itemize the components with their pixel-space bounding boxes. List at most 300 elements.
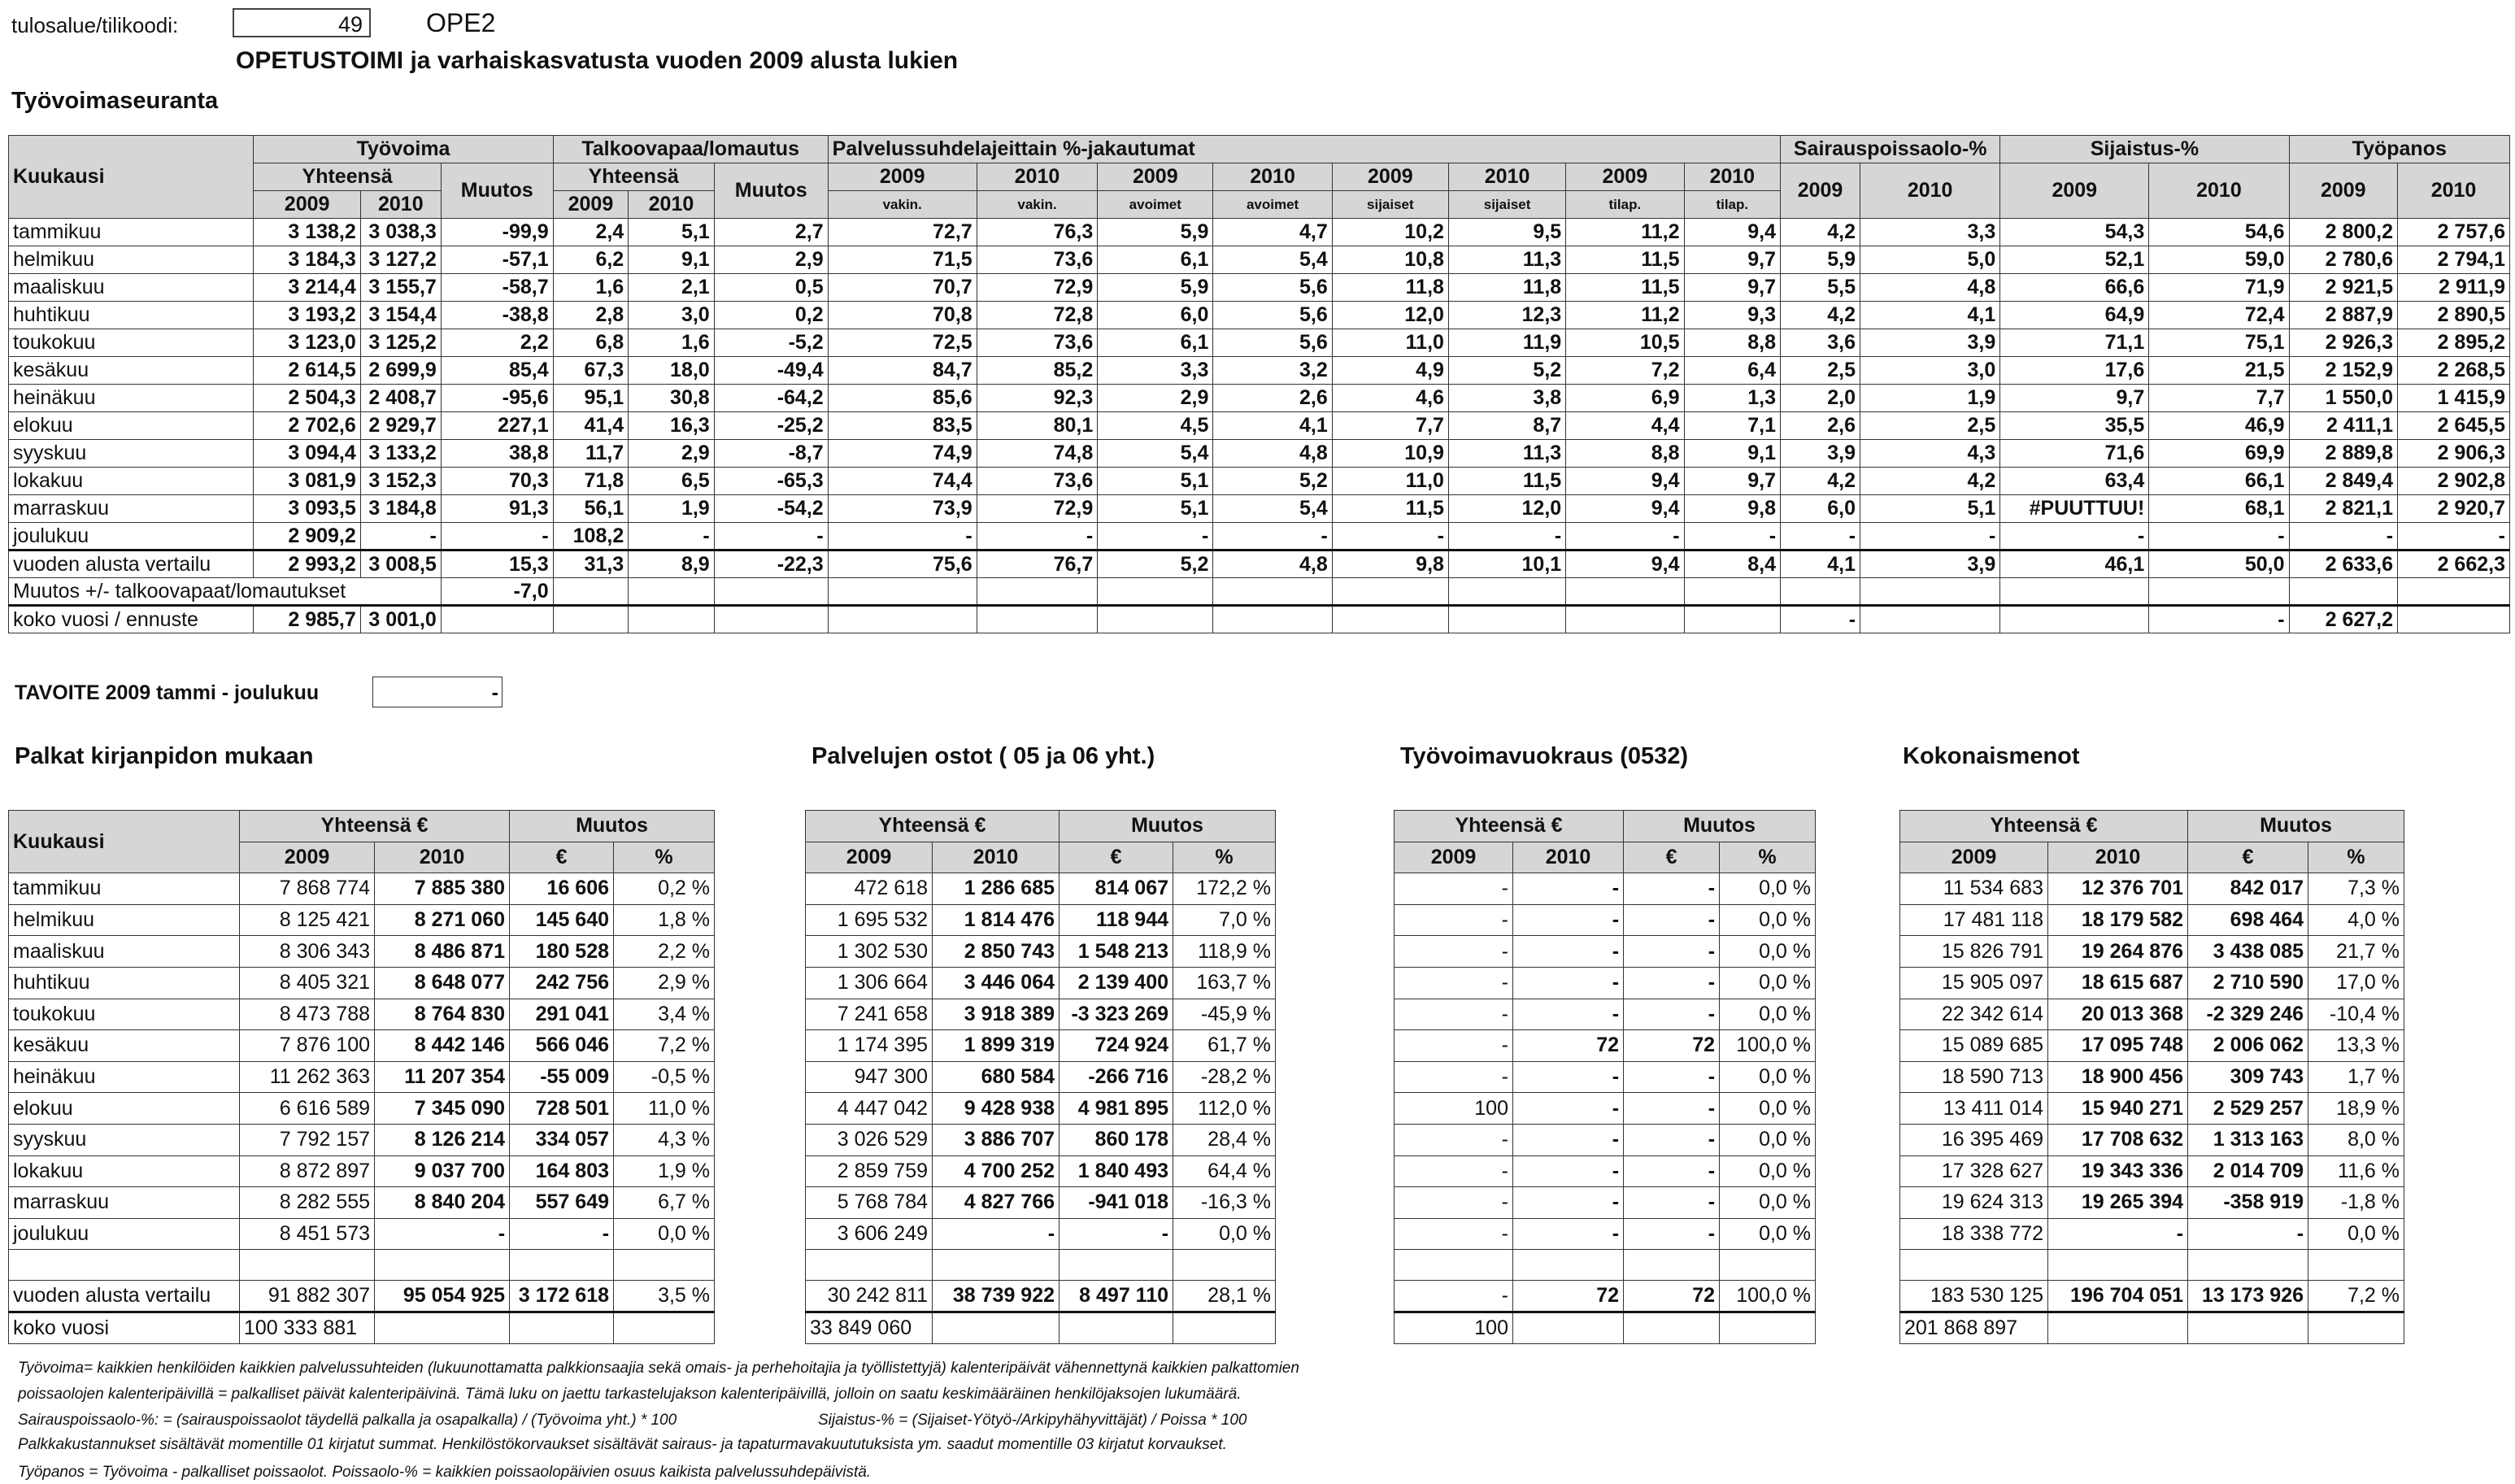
row-label: elokuu [9,1093,240,1125]
table-cell: 6,1 [1098,246,1213,274]
col-tyovoima-yhteensa: Yhteensä [254,163,441,191]
table-cell: 9,7 [1684,274,1781,302]
table-cell: 0,0 % [1720,1187,1816,1219]
table-cell: -64,2 [714,385,828,412]
table-cell: -941 018 [1060,1187,1173,1219]
table-cell: 9,8 [1684,495,1781,523]
table-cell: 0,0 % [1720,967,1816,999]
table-cell: 8 271 060 [375,904,510,936]
table-cell: - [1395,1061,1513,1093]
spacer-cell [1624,1250,1720,1281]
table-cell: 7 868 774 [240,873,375,905]
table-cell: -55 009 [510,1061,614,1093]
table-cell: 19 624 313 [1900,1187,2048,1219]
table-cell: 1,7 % [2308,1061,2404,1093]
table-cell: 15 826 791 [1900,936,2048,968]
table-cell: 8,8 [1684,329,1781,357]
table-row [1900,936,2404,968]
table-cell: 2 014 709 [2188,1155,2308,1187]
ostot-table [805,810,1276,1344]
table-cell: 0,0 % [1720,1155,1816,1187]
table-cell: 4,4 [1566,412,1684,440]
table-cell: 163,7 % [1173,967,1276,999]
table-row [806,1124,1276,1155]
kokonais-table [1899,810,2404,1344]
row-label: heinäkuu [9,385,254,412]
table-cell: 2 909,2 [254,523,360,551]
table-cell: 72,5 [828,329,977,357]
table-cell: 9,5 [1448,219,1565,246]
spacer-cell [1060,1250,1173,1281]
tavoite-value[interactable]: - [372,677,503,707]
row-label: lokakuu [9,1155,240,1187]
table-cell: 68,1 [2149,495,2289,523]
table-cell: 19 343 336 [2048,1155,2188,1187]
table-cell: 4 827 766 [933,1187,1060,1219]
table-cell: 59,0 [2149,246,2289,274]
koko-vuosi-sijaistus: - [2149,606,2289,633]
table-cell: 4 981 895 [1060,1093,1173,1125]
table-cell: 4,7 [1213,219,1332,246]
table-cell: 3 093,5 [254,495,360,523]
col-yhteensa: Yhteensä € [240,811,510,842]
table-cell: 72 [1624,1281,1720,1312]
col-sairaus-2010: 2010 [1860,163,2000,219]
table-cell: 3 193,2 [254,302,360,329]
table-cell: 2,4 [553,219,629,246]
table-cell: 71,1 [2000,329,2149,357]
koko-vuosi-sairaus: - [1781,606,1860,633]
col-tilap-2009: 2009 [1566,163,1684,191]
tavoite-label: TAVOITE 2009 tammi - joulukuu [15,681,320,704]
koko-vuosi-2009: 2 985,7 [254,606,360,633]
col-tyovoima: Työvoima [254,136,553,163]
table-cell: 100,0 % [1720,1030,1816,1062]
table-cell: 4,8 [1860,274,2000,302]
table-cell: 7 885 380 [375,873,510,905]
table-cell: 3 026 529 [806,1124,933,1155]
table-cell: 72 [1513,1281,1624,1312]
table-row [1900,999,2404,1030]
table-cell: - [1213,523,1332,551]
col-kuukausi: Kuukausi [9,136,254,219]
table-cell: 19 265 394 [2048,1187,2188,1219]
empty-cell [2308,1312,2404,1343]
table-cell: 3 606 249 [806,1218,933,1250]
table-cell: 3,6 [1781,329,1860,357]
table-cell: 0,0 % [1720,873,1816,905]
table-cell: - [1395,1155,1513,1187]
table-cell: 7,0 % [1173,904,1276,936]
col-palvelus: Palvelussuhdelajeittain %-jakautumat [828,136,1780,163]
table-cell: 2 152,9 [2289,357,2397,385]
table-row [9,357,2510,385]
table-cell: - [1513,1061,1624,1093]
row-label: joulukuu [9,523,254,551]
table-cell: 2 139 400 [1060,967,1173,999]
table-cell: - [1624,1061,1720,1093]
table-row [9,246,2510,274]
table-cell: 56,1 [553,495,629,523]
table-cell: 5,9 [1098,219,1213,246]
table-row [806,999,1276,1030]
table-cell: 2,6 [1213,385,1332,412]
table-cell: 9,4 [1684,219,1781,246]
table-cell: 0,0 % [1720,1093,1816,1125]
table-row [1395,1124,1816,1155]
col-2009: 2009 [1900,842,2048,873]
tyovoima-rows [9,219,2510,578]
row-label: huhtikuu [9,302,254,329]
table-cell: 1 899 319 [933,1030,1060,1062]
table-cell: 3 081,9 [254,468,360,495]
table-cell: - [375,1218,510,1250]
table-cell: - [2188,1218,2308,1250]
table-cell: 18 615 687 [2048,967,2188,999]
table-cell: 11,3 [1448,246,1565,274]
col-eur: € [1624,842,1720,873]
table-cell: 11,0 [1332,329,1448,357]
table-cell: 8 442 146 [375,1030,510,1062]
table-cell: - [714,523,828,551]
muutos-talkoo-label: Muutos +/- talkoovapaat/lomautukset [9,578,442,606]
table-cell: 21,5 [2149,357,2289,385]
code-field[interactable]: 49 [233,8,371,37]
sub-avoimet-2010: avoimet [1213,191,1332,219]
table-cell: 17,0 % [2308,967,2404,999]
table-cell: - [1860,523,2000,551]
table-cell: 5 768 784 [806,1187,933,1219]
tyovoima-table [8,135,2510,633]
table-cell: 7,2 [1566,357,1684,385]
footnote-3: Sairauspoissaolo-%: = (sairauspoissaolot täydellä palkalla ja osapalkalla) / (Työvoima yht.) * 100 [18,1412,677,1429]
table-cell: - [1513,936,1624,968]
table-row [9,329,2510,357]
table-cell: -25,2 [714,412,828,440]
table-cell: 3 138,2 [254,219,360,246]
empty-cell [1173,1312,1276,1343]
table-cell: 1,6 [553,274,629,302]
col-tyovoima-2009: 2009 [254,191,360,219]
table-cell: 1 174 395 [806,1030,933,1062]
table-cell: -54,2 [714,495,828,523]
col-sijaiset-2010: 2010 [1448,163,1565,191]
table-cell: 5,5 [1781,274,1860,302]
col-sijaiset-2009: 2009 [1332,163,1448,191]
empty-cell [2188,1312,2308,1343]
table-cell: 6,2 [553,246,629,274]
table-cell: 12,0 [1332,302,1448,329]
table-cell: 4 447 042 [806,1093,933,1125]
table-cell: 724 924 [1060,1030,1173,1062]
table-cell: 680 584 [933,1061,1060,1093]
table-cell: 2,7 [714,219,828,246]
sub-tilap-2010: tilap. [1684,191,1781,219]
koko-vuosi-label: koko vuosi / ennuste [9,606,254,633]
koko-vuosi-row [1395,1312,1816,1343]
table-row [1900,1124,2404,1155]
table-cell: 13,3 % [2308,1030,2404,1062]
table-cell: 2 889,8 [2289,440,2397,468]
table-cell: 74,4 [828,468,977,495]
table-cell: 7,2 % [614,1030,715,1062]
table-cell: 17 095 748 [2048,1030,2188,1062]
table-cell: 2 699,9 [360,357,441,385]
table-cell: 814 067 [1060,873,1173,905]
spacer-cell [9,1250,240,1281]
table-cell: 6,1 [1098,329,1213,357]
table-cell: 1 840 493 [1060,1155,1173,1187]
table-cell: 3,3 [1860,219,2000,246]
table-cell: 8 126 214 [375,1124,510,1155]
table-cell: - [1624,1155,1720,1187]
table-cell: 728 501 [510,1093,614,1125]
table-cell: 9,7 [1684,468,1781,495]
table-row [1900,1030,2404,1062]
table-cell: - [1395,1218,1513,1250]
table-cell: 334 057 [510,1124,614,1155]
section-title-tyovoimaseuranta: Työvoimaseuranta [11,88,219,114]
table-cell: 71,9 [2149,274,2289,302]
table-cell: 1 306 664 [806,967,933,999]
table-cell: 7,2 % [2308,1281,2404,1312]
table-cell: 22 342 614 [1900,999,2048,1030]
table-cell: 18 900 456 [2048,1061,2188,1093]
table-cell: 0,0 % [2308,1218,2404,1250]
row-label: syyskuu [9,440,254,468]
empty-cell [614,1312,715,1343]
table-cell: - [2289,523,2397,551]
table-cell: 9 037 700 [375,1155,510,1187]
table-row [9,873,715,905]
table-cell: 61,7 % [1173,1030,1276,1062]
table-cell: 0,0 % [1720,1124,1816,1155]
table-cell: 6,8 [553,329,629,357]
col-eur: € [2188,842,2308,873]
empty-cell [1624,1312,1720,1343]
table-cell: -16,3 % [1173,1187,1276,1219]
koko-vuosi-value: 100 [1395,1312,1513,1343]
table-cell: 2 529 257 [2188,1093,2308,1125]
table-cell: 54,3 [2000,219,2149,246]
spacer-cell [2308,1250,2404,1281]
table-cell: 8 486 871 [375,936,510,968]
table-row [1395,873,1816,905]
table-cell: 5,1 [1860,495,2000,523]
table-cell: 2,8 [553,302,629,329]
col-muutos: Muutos [1060,811,1276,842]
table-cell: 71,6 [2000,440,2149,468]
col-2010: 2010 [933,842,1060,873]
table-cell: 8 125 421 [240,904,375,936]
table-cell: 8 764 830 [375,999,510,1030]
table-cell: 472 618 [806,873,933,905]
col-kuukausi: Kuukausi [9,811,240,873]
table-cell: 227,1 [441,412,553,440]
table-cell: 5,6 [1213,302,1332,329]
table-cell: 2 821,1 [2289,495,2397,523]
table-cell: 9,4 [1566,495,1684,523]
table-cell: - [1513,1218,1624,1250]
table-cell: 1 548 213 [1060,936,1173,968]
col-tyovoima-2010: 2010 [360,191,441,219]
table-cell: 1,9 [629,495,715,523]
table-cell: 1 313 163 [2188,1124,2308,1155]
col-talkoo-muutos: Muutos [714,163,828,219]
koko-vuosi-tyopanos: 2 627,2 [2289,606,2397,633]
table-cell: 3 886 707 [933,1124,1060,1155]
table-cell: 7,7 [1332,412,1448,440]
code-name: OPE2 [426,8,496,37]
table-row [1395,1155,1816,1187]
table-cell: 2,2 % [614,936,715,968]
table-cell: 17 481 118 [1900,904,2048,936]
col-yhteensa: Yhteensä € [1395,811,1624,842]
row-label: maaliskuu [9,936,240,968]
table-cell: 72,9 [977,274,1098,302]
table-cell: -5,2 [714,329,828,357]
spacer-cell [1900,1250,2048,1281]
table-cell: 11,5 [1566,246,1684,274]
table-cell: -3 323 269 [1060,999,1173,1030]
table-cell: 3,0 [629,302,715,329]
table-row [9,440,2510,468]
table-cell: 4,3 % [614,1124,715,1155]
table-cell: 6,0 [1781,495,1860,523]
table-cell: - [510,1218,614,1250]
table-cell: 2,6 [1781,412,1860,440]
table-cell: 3 008,5 [360,551,441,578]
table-cell: 11,5 [1332,495,1448,523]
table-cell: 3,9 [1860,551,2000,578]
col-pct: % [1720,842,1816,873]
col-2009: 2009 [806,842,933,873]
table-cell: - [629,523,715,551]
table-row [9,302,2510,329]
table-cell: 91 882 307 [240,1281,375,1312]
table-cell: 2 614,5 [254,357,360,385]
koko-vuosi-value: 201 868 897 [1900,1312,2048,1343]
koko-vuosi-row [1900,1312,2404,1343]
spacer-cell [1173,1250,1276,1281]
table-cell: 84,7 [828,357,977,385]
table-cell: 1,9 [1860,385,2000,412]
palkat-table [8,810,715,1344]
table-cell: 20 013 368 [2048,999,2188,1030]
table-cell: 73,9 [828,495,977,523]
table-row [1395,1218,1816,1250]
spacer-cell [1513,1250,1624,1281]
table-cell: 13 173 926 [2188,1281,2308,1312]
table-cell: 8 306 343 [240,936,375,968]
table-row [1395,1030,1816,1062]
table-cell: 0,0 % [1173,1218,1276,1250]
table-cell: 11,9 [1448,329,1565,357]
table-cell: 75,6 [828,551,977,578]
sub-vakin-2009: vakin. [828,191,977,219]
table-cell: - [1513,1155,1624,1187]
table-cell: 6,7 % [614,1187,715,1219]
table-row [9,1093,715,1125]
table-cell: 196 704 051 [2048,1281,2188,1312]
table-cell: - [1513,1093,1624,1125]
table-cell: 4,0 % [2308,904,2404,936]
table-row [806,1030,1276,1062]
table-cell: 1 415,9 [2398,385,2510,412]
table-row [9,1187,715,1219]
col-tyopanos-2010: 2010 [2398,163,2510,219]
table-cell: 1,6 [629,329,715,357]
table-cell: 4,2 [1781,468,1860,495]
table-cell: 2 859 759 [806,1155,933,1187]
table-cell: - [1395,1187,1513,1219]
table-cell: 7 241 658 [806,999,933,1030]
vuokraus-table [1394,810,1816,1344]
table-cell: 13 411 014 [1900,1093,2048,1125]
table-cell: 15 940 271 [2048,1093,2188,1125]
sub-sijaiset-2010: sijaiset [1448,191,1565,219]
table-cell: - [441,523,553,551]
table-cell: 3,3 [1098,357,1213,385]
table-cell: 73,6 [977,468,1098,495]
table-cell: 9,3 [1684,302,1781,329]
table-cell: 2,1 [629,274,715,302]
table-cell: 9,8 [1332,551,1448,578]
table-cell: 2 921,5 [2289,274,2397,302]
table-row [9,385,2510,412]
table-cell: - [828,523,977,551]
table-row [806,873,1276,905]
table-cell: 72,4 [2149,302,2289,329]
row-label: helmikuu [9,904,240,936]
table-cell: 71,5 [828,246,977,274]
table-cell: 557 649 [510,1187,614,1219]
table-cell: 1 302 530 [806,936,933,968]
table-cell: 8 497 110 [1060,1281,1173,1312]
col-tilap-2010: 2010 [1684,163,1781,191]
table-cell: 8,8 [1566,440,1684,468]
table-cell: -8,7 [714,440,828,468]
table-cell: 38 739 922 [933,1281,1060,1312]
table-cell: 5,9 [1098,274,1213,302]
table-cell: 15 089 685 [1900,1030,2048,1062]
table-cell: 2 929,7 [360,412,441,440]
muutos-talkoo-value: -7,0 [441,578,553,606]
table-cell: 18 590 713 [1900,1061,2048,1093]
row-label: syyskuu [9,1124,240,1155]
table-cell: 10,2 [1332,219,1448,246]
row-label: toukokuu [9,999,240,1030]
table-row [1900,1155,2404,1187]
table-cell: 3 172 618 [510,1281,614,1312]
table-cell: 28,1 % [1173,1281,1276,1312]
table-row [806,936,1276,968]
col-avoimet-2010: 2010 [1213,163,1332,191]
page-title: OPETUSTOIMI ja varhaiskasvatusta vuoden 2009 alusta lukien [236,47,959,74]
col-sijaistus-2010: 2010 [2149,163,2289,219]
table-cell: 8,9 [629,551,715,578]
table-cell: -49,4 [714,357,828,385]
table-cell: 1,3 [1684,385,1781,412]
row-label: lokakuu [9,468,254,495]
table-cell: 18,0 [629,357,715,385]
table-cell: - [1624,936,1720,968]
table-cell: - [1624,904,1720,936]
table-cell: 16 395 469 [1900,1124,2048,1155]
table-row [1900,1218,2404,1250]
table-row [9,219,2510,246]
table-cell: 2,9 [1098,385,1213,412]
